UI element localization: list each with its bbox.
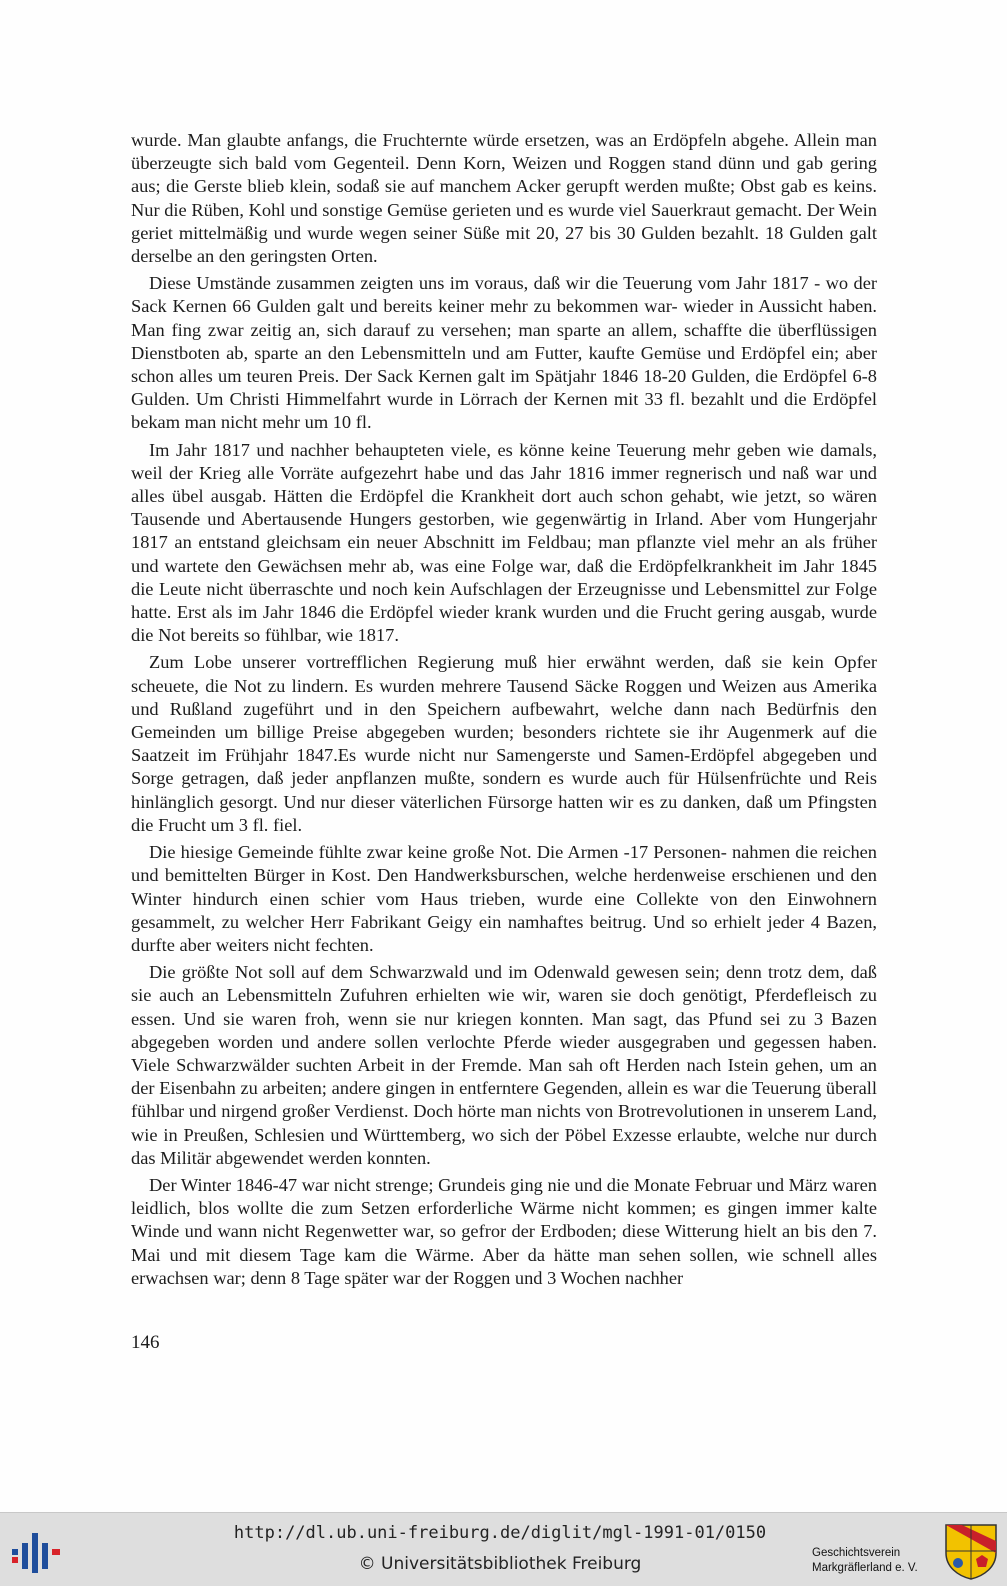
paragraph: Die größte Not soll auf dem Schwarzwald und im Odenwald gewesen sein; denn trotz dem, daß sie auch an Lebensmitteln Zufuhren erhielten wie wir, waren sie doch genötigt, Pferdefleisch zu essen. Und sie waren froh, wenn sie nur kriegen konnten. Man sagt, das Pfund sei zu 3 Bazen abgegeben worden und andere sollen verlochte Pferde wieder ausgegraben und gegessen haben. Viele Schwarzwälder suchten Arbeit in der Fremde. Man sah oft Herden nach Istein gehen, um an der Eisenbahn zu arbeiten; andere gingen in entferntere Gegenden, allein es war die Teuerung überall fühlbar und nirgend großer Verdienst. Doch hörte man nichts von Brotrevolutionen in unserem Land, wie in Preußen, Schlesien und Württemberg, wo sich der Pöbel Exzesse erlaubte, welche nur durch das Militär abgewendet werden konnten. bbox=[131, 962, 877, 1168]
paragraph: wurde. Man glaubte anfangs, die Fruchternte würde ersetzen, was an Erdöpfeln abgehe. Allein man überzeugte sich bald vom Gegenteil. Denn Korn, Weizen und Roggen stand dünn und gab gering aus; die Gerste blieb klein, sodaß sie auf manchem Acker gerupft werden mußte; Obst gab es keins. Nur die Rüben, Kohl und sonstige Gemüse gerieten und es wurde viel Sauerkraut gemacht. Der Wein geriet mittelmäßig und wurde wegen seiner Süße mit 20, 27 bis 30 Gulden bezahlt. 18 Gulden galt derselbe an den geringsten Orten. bbox=[131, 130, 877, 267]
society-name-line: Markgräflerland e. V. bbox=[812, 1562, 918, 1574]
society-crest-icon bbox=[942, 1521, 1000, 1581]
paragraph: Die hiesige Gemeinde fühlte zwar keine große Not. Die Armen -17 Personen- nahmen die reichen und bemittelten Bürger in Kost. Den Handwerksburschen, welche herdenweise erschienen und den Winter hindurch einen schier vom Haus trieben, wurde eine Collekte von den Einwohnern gesammelt, zu welcher Herr Fabrikant Geigy ein namhaftes beitrug. Und so erhielt jeder 4 Bazen, durfte aber weiters nicht fechten. bbox=[131, 842, 877, 955]
society-name-line: Geschichtsverein bbox=[812, 1547, 901, 1559]
ub-freiburg-logo-icon bbox=[10, 1525, 66, 1577]
society-name bbox=[812, 1546, 936, 1576]
page-number: 146 bbox=[131, 1332, 160, 1353]
body-text bbox=[131, 129, 877, 1294]
paragraph: Der Winter 1846-47 war nicht strenge; Grundeis ging nie und die Monate Februar und März waren leidlich, blos wollte die zum Setzen erforderliche Wärme nicht kommen; es gingen immer kalte Winde und wann nicht Regenwetter war, so gefror der Erdboden; diese Witterung hielt an bis den 7. Mai und mit diesem Tage kam die Wärme. Aber da hätte man sehen sollen, wie schnell alles erwachsen war; denn 8 Tage später war der Roggen und 3 Wochen nachher bbox=[131, 1174, 877, 1288]
source-url[interactable]: http://dl.ub.uni-freiburg.de/diglit/mgl-1991-01/0150 bbox=[233, 1523, 767, 1543]
copyright-notice: © Universitätsbibliothek Freiburg bbox=[358, 1554, 642, 1574]
footer-bar bbox=[0, 1512, 1007, 1586]
paragraph: Zum Lobe unserer vortrefflichen Regierung muß hier erwähnt werden, daß sie kein Opfer scheuete, die Not zu lindern. Es wurden mehrere Tausend Säcke Roggen und Weizen aus Amerika und Rußland zugeführt und in den Speichern aufbewahrt, welche dann nach Bedürfnis den Gemeinden um billige Preise abgegeben wurden; besonders richtete sie ihr Augenmerk auf die Saatzeit im Frühjahr 1847.Es wurde nicht nur Samengerste und Samen-Erdöpfel abgegeben und Sorge getragen, daß jeder anpflanzen mußte, sondern es wurde auch für Hülsenfrüchte und Reis hinlänglich gesorgt. Und nur dieser väterlichen Fürsorge hatten wir es zu danken, daß um Pfingsten die Frucht um 3 fl. fiel. bbox=[131, 652, 877, 835]
paragraph: Diese Umstände zusammen zeigten uns im voraus, daß wir die Teuerung vom Jahr 1817 - wo der Sack Kernen 66 Gulden galt und bereits keiner mehr zu bekommen war- wieder in Aussicht haben. Man fing zwar zeitig an, sich darauf zu versehen; man sparte an allem, schaffte die überflüssigen Dienstboten ab, sparte an den Lebensmitteln und am Futter, kaufte Gemüse und Erdöpfel ein; aber schon alles um teuren Preis. Der Sack Kernen galt im Spätjahr 1846 18-20 Gulden, die Erdöpfel 6-8 Gulden. Um Christi Himmelfahrt wurde in Lörrach der Kernen mit 33 fl. bezahlt und die Erdöpfel bekam man nicht mehr um 10 fl. bbox=[131, 273, 877, 433]
paragraph: Im Jahr 1817 und nachher behaupteten viele, es könne keine Teuerung mehr geben wie damals, weil der Krieg alle Vorräte aufgezehrt habe und das Jahr 1816 immer regnerisch und naß war und alles übel ausgab. Hätten die Erdöpfel die Krankheit dort auch schon gehabt, wie jetzt, so wären Tausende und Abertausende Hungers gestorben, wie gegenwärtig in Irland. Aber vom Hungerjahr 1817 an entstand gleichsam ein neuer Abschnitt im Feldbau; man pflanzte viel mehr an als früher und wartete den Gewächsen mehr ab, was eine Folge war, daß die Erdöpfelkrankheit im Jahr 1845 die Leute nicht überraschte und noch kein Aufschlagen der Erzeugnisse und Lebensmittel zur Folge hatte. Erst als im Jahr 1846 die Erdöpfel wieder krank wurden und die Frucht gering ausgab, wurde die Not bereits so fühlbar, wie 1817. bbox=[131, 439, 877, 646]
